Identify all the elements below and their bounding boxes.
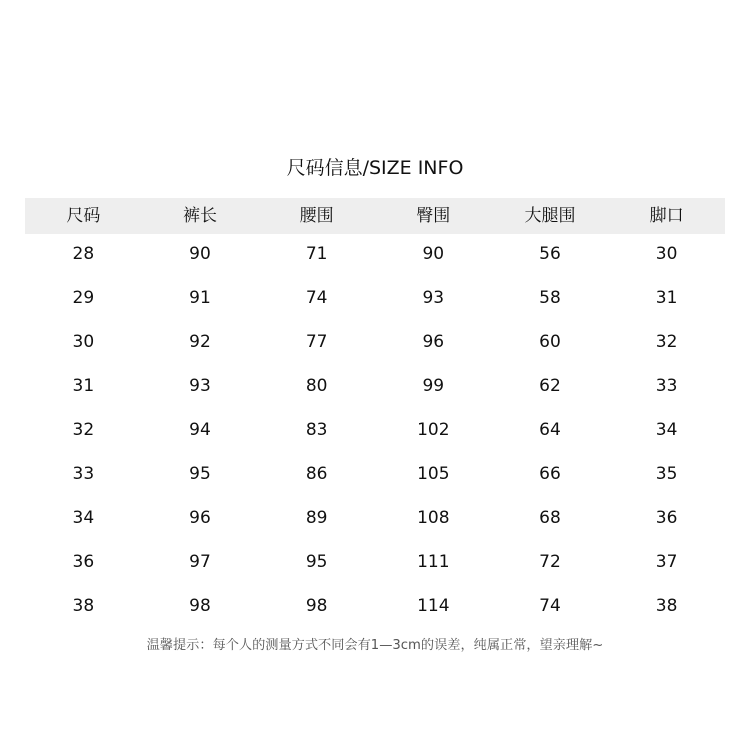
- table-cell: 72: [539, 552, 561, 572]
- table-cell: 31: [72, 376, 95, 396]
- table-cell: 71: [305, 244, 328, 264]
- table-cell: 114: [417, 596, 450, 616]
- table-cell: 98: [189, 596, 211, 616]
- table-cell: 74: [539, 596, 561, 616]
- table-cell: 97: [189, 552, 211, 572]
- table-row: [25, 322, 725, 366]
- table-row: [25, 542, 725, 586]
- table-row: [25, 498, 725, 542]
- table-cell: 99: [422, 376, 445, 396]
- table-cell: 95: [189, 464, 211, 484]
- table-cell: 34: [655, 420, 678, 440]
- header-waist: 腰围: [299, 206, 334, 226]
- table-cell: 98: [305, 596, 328, 616]
- table-cell: 92: [189, 332, 211, 352]
- table-cell: 96: [422, 332, 445, 352]
- header-thigh: 大腿围: [524, 206, 576, 226]
- table-row: [25, 586, 725, 630]
- table-cell: 66: [539, 464, 561, 484]
- table-cell: 62: [539, 376, 561, 396]
- table-cell: 77: [305, 332, 328, 352]
- size-table: [25, 198, 725, 630]
- header-pants-length: 裤长: [182, 206, 217, 226]
- size-info-title: 尺码信息/SIZE INFO: [286, 157, 464, 179]
- table-cell: 74: [305, 288, 328, 308]
- table-cell: 86: [305, 464, 328, 484]
- table-row: [25, 366, 725, 410]
- table-cell: 31: [655, 288, 678, 308]
- table-row: [25, 410, 725, 454]
- table-cell: 90: [189, 244, 211, 264]
- table-cell: 80: [305, 376, 328, 396]
- table-cell: 28: [72, 244, 95, 264]
- table-cell: 83: [305, 420, 328, 440]
- table-cell: 102: [417, 420, 450, 440]
- table-cell: 108: [417, 508, 450, 528]
- table-cell: 33: [72, 464, 95, 484]
- table-row: [25, 234, 725, 278]
- table-cell: 94: [189, 420, 211, 440]
- table-cell: 38: [655, 596, 678, 616]
- measurement-note: 温馨提示：每个人的测量方式不同会有1—3cm的误差，纯属正常，望亲理解~: [146, 638, 604, 653]
- table-cell: 56: [539, 244, 561, 264]
- table-cell: 37: [655, 552, 678, 572]
- table-cell: 36: [72, 552, 95, 572]
- table-cell: 93: [422, 288, 445, 308]
- table-cell: 95: [305, 552, 328, 572]
- table-cell: 34: [72, 508, 95, 528]
- table-cell: 111: [417, 552, 450, 572]
- table-cell: 90: [422, 244, 445, 264]
- table-cell: 105: [417, 464, 450, 484]
- table-cell: 96: [189, 508, 211, 528]
- table-cell: 35: [655, 464, 678, 484]
- table-cell: 33: [655, 376, 678, 396]
- table-cell: 60: [539, 332, 561, 352]
- header-leg-opening: 脚口: [649, 206, 684, 226]
- table-cell: 91: [189, 288, 211, 308]
- table-cell: 93: [189, 376, 211, 396]
- table-cell: 29: [72, 288, 95, 308]
- header-hip: 臀围: [416, 206, 451, 226]
- table-cell: 58: [539, 288, 561, 308]
- table-cell: 68: [539, 508, 561, 528]
- table-header-row: [25, 198, 725, 234]
- table-cell: 32: [655, 332, 678, 352]
- table-cell: 64: [539, 420, 561, 440]
- table-cell: 36: [655, 508, 678, 528]
- header-size: 尺码: [66, 206, 101, 226]
- table-cell: 30: [72, 332, 95, 352]
- table-cell: 30: [655, 244, 678, 264]
- table-cell: 38: [72, 596, 95, 616]
- table-row: [25, 278, 725, 322]
- table-cell: 32: [72, 420, 95, 440]
- table-row: [25, 454, 725, 498]
- table-cell: 89: [305, 508, 328, 528]
